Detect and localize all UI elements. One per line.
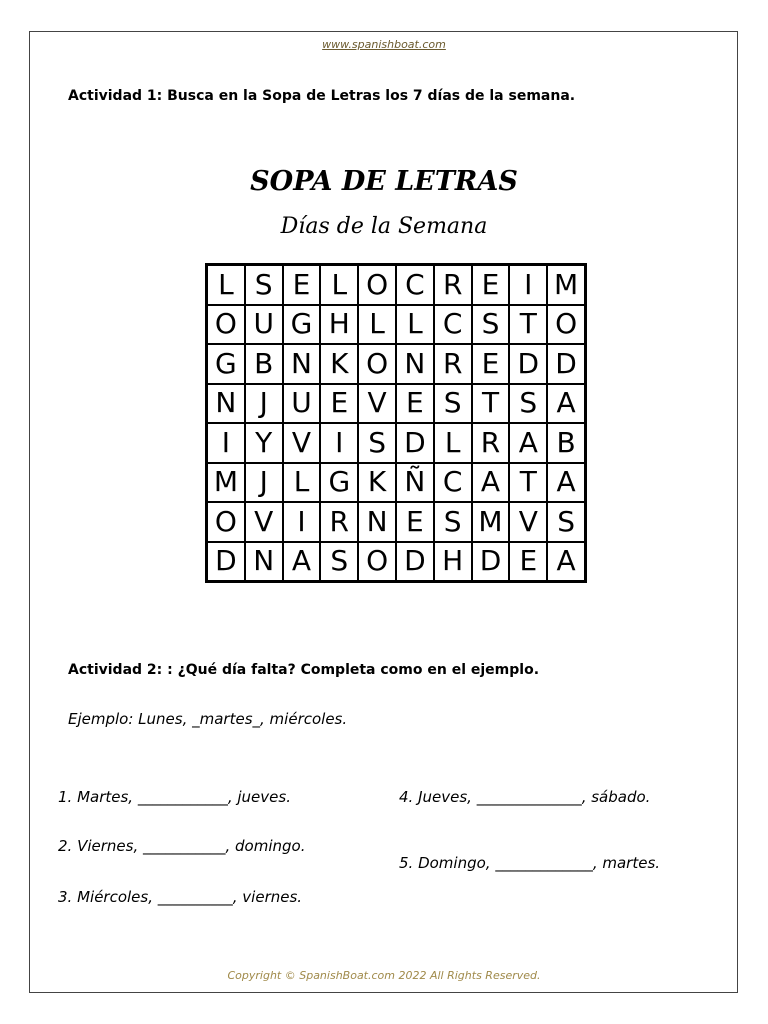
grid-cell: J xyxy=(245,384,283,424)
grid-cell: S xyxy=(472,305,510,345)
grid-cell: E xyxy=(283,265,321,305)
grid-cell: L xyxy=(207,265,245,305)
grid-cell: R xyxy=(320,502,358,542)
grid-cell: M xyxy=(207,463,245,503)
grid-cell: L xyxy=(283,463,321,503)
grid-cell: E xyxy=(320,384,358,424)
grid-cell: L xyxy=(358,305,396,345)
grid-cell: L xyxy=(320,265,358,305)
grid-cell: K xyxy=(320,344,358,384)
grid-cell: N xyxy=(396,344,434,384)
grid-cell: A xyxy=(547,542,585,582)
example-line: Ejemplo: Lunes, _martes_, miércoles. xyxy=(68,710,348,728)
grid-cell: I xyxy=(509,265,547,305)
grid-cell: U xyxy=(245,305,283,345)
grid-cell: Ñ xyxy=(396,463,434,503)
grid-cell: J xyxy=(245,463,283,503)
grid-cell: E xyxy=(472,265,510,305)
grid-cell: C xyxy=(434,305,472,345)
grid-cell: K xyxy=(358,463,396,503)
grid-cell: O xyxy=(358,265,396,305)
puzzle-subtitle: Días de la Semana xyxy=(280,214,488,239)
grid-cell: S xyxy=(434,384,472,424)
grid-cell: N xyxy=(207,384,245,424)
grid-cell: S xyxy=(509,384,547,424)
exercise-1: 1. Martes, ____________, jueves. xyxy=(58,788,291,806)
grid-cell: A xyxy=(547,384,585,424)
grid-cell: E xyxy=(509,542,547,582)
grid-cell: G xyxy=(207,344,245,384)
grid-cell: Y xyxy=(245,423,283,463)
grid-cell: A xyxy=(472,463,510,503)
grid-cell: L xyxy=(434,423,472,463)
puzzle-title: SOPA DE LETRAS xyxy=(250,166,518,197)
grid-cell: N xyxy=(283,344,321,384)
grid-cell: D xyxy=(396,423,434,463)
grid-cell: D xyxy=(509,344,547,384)
grid-cell: C xyxy=(396,265,434,305)
grid-cell: O xyxy=(207,502,245,542)
grid-cell: S xyxy=(434,502,472,542)
grid-cell: O xyxy=(207,305,245,345)
grid-cell: N xyxy=(358,502,396,542)
grid-cell: D xyxy=(207,542,245,582)
grid-cell: G xyxy=(320,463,358,503)
grid-cell: E xyxy=(396,384,434,424)
exercise-2: 2. Viernes, ___________, domingo. xyxy=(58,837,306,855)
grid-cell: B xyxy=(547,423,585,463)
grid-cell: I xyxy=(320,423,358,463)
grid-cell: V xyxy=(358,384,396,424)
grid-cell: V xyxy=(283,423,321,463)
grid-cell: S xyxy=(358,423,396,463)
exercise-4: 4. Jueves, ______________, sábado. xyxy=(399,788,651,806)
copyright-footer: Copyright © SpanishBoat.com 2022 All Rights Reserved. xyxy=(227,969,541,982)
exercise-3: 3. Miércoles, __________, viernes. xyxy=(58,888,303,906)
grid-cell: T xyxy=(472,384,510,424)
grid-cell: V xyxy=(245,502,283,542)
grid-cell: D xyxy=(396,542,434,582)
grid-cell: I xyxy=(283,502,321,542)
grid-cell: V xyxy=(509,502,547,542)
grid-cell: I xyxy=(207,423,245,463)
word-search-grid xyxy=(205,263,587,583)
grid-cell: M xyxy=(472,502,510,542)
grid-cell: D xyxy=(472,542,510,582)
grid-cell: D xyxy=(547,344,585,384)
grid-cell: O xyxy=(547,305,585,345)
grid-cell: A xyxy=(283,542,321,582)
grid-cell: S xyxy=(547,502,585,542)
grid-cell: A xyxy=(509,423,547,463)
site-url-link[interactable]: www.spanishboat.com xyxy=(322,38,446,51)
grid-cell: U xyxy=(283,384,321,424)
activity-1-instruction: Actividad 1: Busca en la Sopa de Letras los 7 días de la semana. xyxy=(68,88,576,104)
grid-cell: R xyxy=(434,265,472,305)
grid-cell: S xyxy=(320,542,358,582)
grid-cell: R xyxy=(472,423,510,463)
grid-cell: A xyxy=(547,463,585,503)
exercise-5: 5. Domingo, _____________, martes. xyxy=(399,854,661,872)
grid-cell: E xyxy=(396,502,434,542)
grid-cell: B xyxy=(245,344,283,384)
grid-cell: R xyxy=(434,344,472,384)
grid-cell: T xyxy=(509,305,547,345)
grid-cell: M xyxy=(547,265,585,305)
grid-cell: G xyxy=(283,305,321,345)
grid-cell: C xyxy=(434,463,472,503)
grid-cell: O xyxy=(358,542,396,582)
grid-cell: L xyxy=(396,305,434,345)
grid-cell: T xyxy=(509,463,547,503)
grid-cell: H xyxy=(434,542,472,582)
activity-2-instruction: Actividad 2: : ¿Qué día falta? Completa como en el ejemplo. xyxy=(68,662,540,678)
grid-cell: E xyxy=(472,344,510,384)
grid-cell: N xyxy=(245,542,283,582)
grid-cell: H xyxy=(320,305,358,345)
grid-cell: O xyxy=(358,344,396,384)
grid-cell: S xyxy=(245,265,283,305)
